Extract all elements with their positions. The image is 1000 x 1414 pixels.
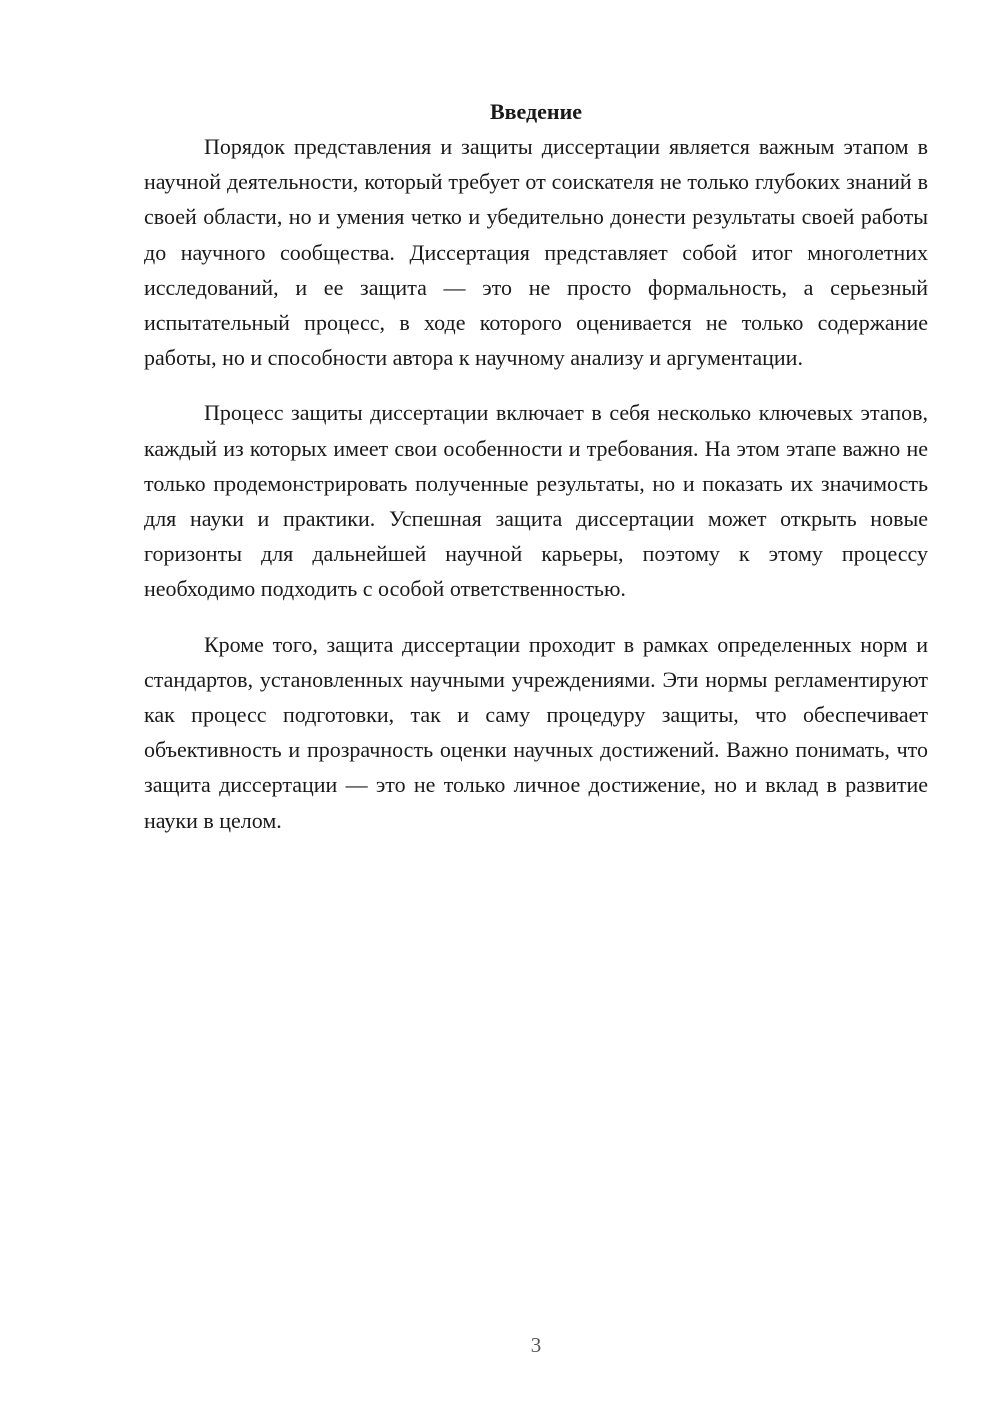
paragraph-3: Кроме того, защита диссертации проходит в рамках определенных норм и стандартов, установленных научными учреждениями. Эти нормы регламентируют как процесс подготовки, так и саму процедуру защиты, что обеспечивает объективность и прозрачность оценки научных достижений. Важно понимать, что защита диссертации — это не только личное достижение, но и вклад в развитие науки в целом. bbox=[144, 631, 928, 833]
paragraph-1: Порядок представления и защиты диссертации является важным этапом в научной деятельности, который требует от соискателя не только глубоких знаний в своей области, но и умения четко и убедительно донести результаты своей работы до научного сообщества. Диссертация представляет собой итог многолетних исследований, и ее защита — это не просто формальность, а серьезный испытательный процесс, в ходе которого оценивается не только содержание работы, но и способности автора к научному анализу и аргументации. bbox=[144, 134, 928, 371]
page-content bbox=[144, 94, 928, 838]
page-number: 3 bbox=[530, 1333, 542, 1357]
section-heading: Введение bbox=[489, 99, 583, 124]
paragraph-2: Процесс защиты диссертации включает в себя несколько ключевых этапов, каждый из которых имеет свои особенности и требования. На этом этапе важно не только продемонстрировать полученные результаты, но и показать их значимость для науки и практики. Успешная защита диссертации может открыть новые горизонты для дальнейшей научной карьеры, поэтому к этому процессу необходимо подходить с особой ответственностью. bbox=[144, 400, 928, 602]
